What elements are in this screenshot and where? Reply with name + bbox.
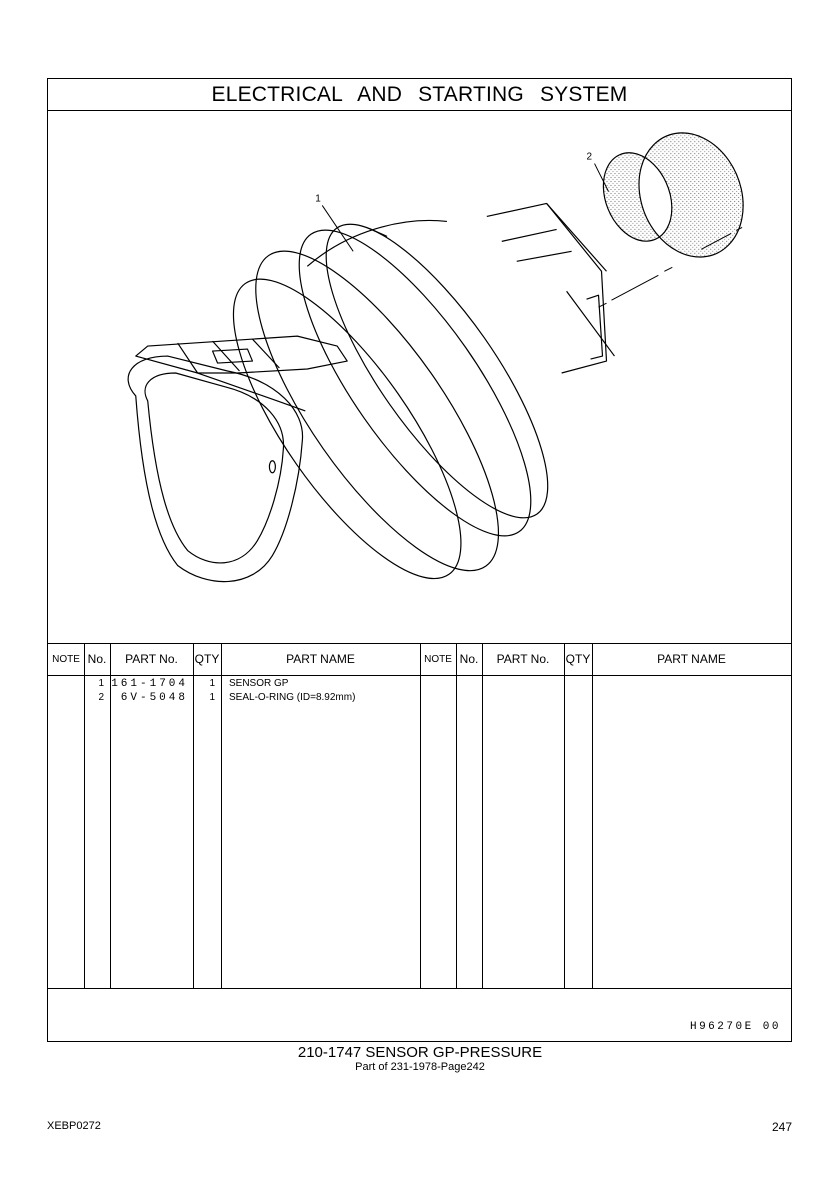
header-note: NOTE <box>52 654 80 665</box>
exploded-parts-drawing <box>48 111 791 643</box>
table-row <box>48 691 791 705</box>
quantity: 1 <box>209 678 215 689</box>
section-title: ELECTRICAL AND STARTING SYSTEM <box>48 79 791 111</box>
item-number: 2 <box>98 692 104 703</box>
callout-2: 2 <box>586 151 593 163</box>
sensor-illustration <box>48 111 791 643</box>
header-part-name-right: PART NAME <box>657 652 726 666</box>
part-number: 6V-5048 <box>120 692 188 704</box>
group-title: 210-1747 SENSOR GP-PRESSURE <box>297 1044 543 1061</box>
header-qty-right: QTY <box>565 652 591 666</box>
part-name: SENSOR GP <box>229 678 289 689</box>
table-row <box>48 677 791 691</box>
page-number: 247 <box>771 1120 792 1134</box>
callout-1: 1 <box>315 193 321 205</box>
group-reference: Part of 231-1978-Page242 <box>355 1061 485 1073</box>
part-name: SEAL-O-RING (ID=8.92mm) <box>229 692 356 703</box>
header-no-right: No. <box>459 652 479 666</box>
header-part-name: PART NAME <box>286 652 355 666</box>
header-part-no: PART No. <box>125 652 178 666</box>
parts-list-table <box>48 643 791 989</box>
header-no: No. <box>87 652 107 666</box>
drawing-code: H96270E 00 <box>689 1021 781 1033</box>
catalog-page-frame <box>47 78 792 1042</box>
header-note-right: NOTE <box>424 654 452 665</box>
part-number: 161-1704 <box>111 678 188 690</box>
quantity: 1 <box>209 692 215 703</box>
leader-lines <box>322 164 608 252</box>
book-code: XEBP0272 <box>47 1120 101 1132</box>
header-qty: QTY <box>194 652 220 666</box>
header-part-no-right: PART No. <box>496 652 550 666</box>
item-number: 1 <box>98 678 104 689</box>
sensor-body-drawing <box>128 195 614 610</box>
